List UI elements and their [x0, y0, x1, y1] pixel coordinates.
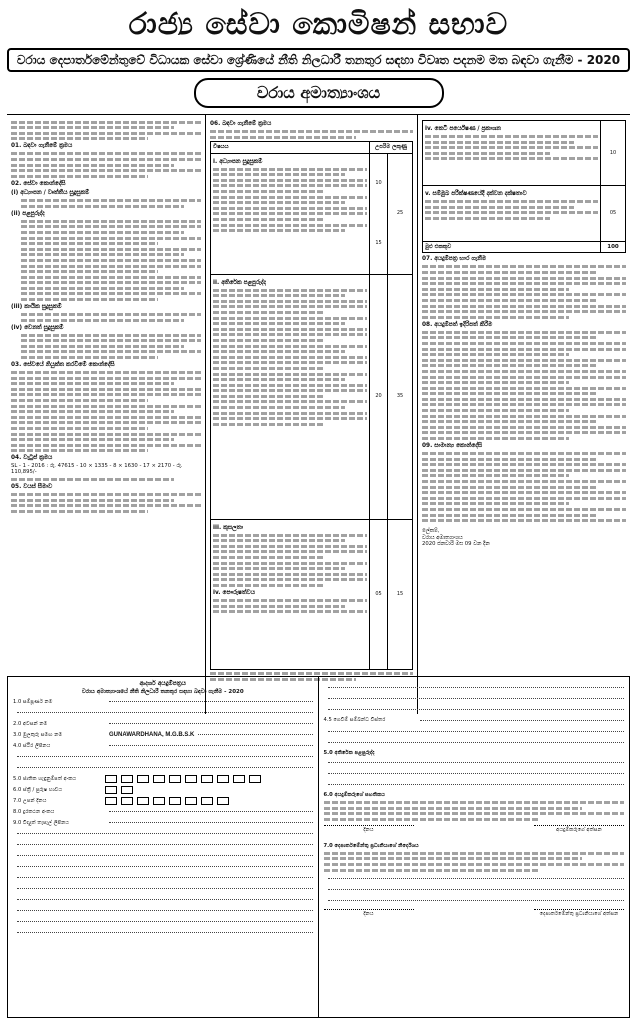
notice-date: 2020 ජනවාරි මස 09 වන දින [422, 540, 490, 547]
form-field[interactable] [324, 683, 625, 692]
form-field[interactable] [13, 752, 313, 761]
form-subheading: වරාය අමාත්‍යාංශයේ නීති නිලධාරී තනතුර සඳහා බඳවා ගැනීම - 2020 [81, 689, 244, 696]
form-field[interactable] [13, 895, 313, 904]
field-label: 9.0 විද්‍යුත් තැපැල් ලිපිනය [13, 819, 70, 826]
notice-body [7, 114, 630, 714]
nic-box[interactable] [217, 775, 229, 783]
nic-box[interactable] [233, 775, 245, 783]
form-field[interactable] [13, 730, 313, 739]
table-row [211, 519, 412, 669]
section-heading: 03. සේවයේ නියුක්ත කරවීමේ කොන්දේසි [11, 362, 115, 369]
salary-scale: SL - 1 - 2016 : රු. 47615 - 10 × 1335 - 8 × 1630 - 17 × 2170 - රු. 110,895/- [11, 462, 183, 476]
gender-box[interactable] [105, 786, 117, 794]
form-field[interactable] [324, 716, 625, 725]
form-field[interactable] [13, 763, 313, 772]
date-box[interactable] [105, 797, 117, 805]
th-marks: උපරිම ලකුණු [375, 144, 407, 151]
form-field[interactable] [13, 774, 313, 783]
section-heading: 04. වැටුප් ක්‍රමය [11, 455, 53, 462]
table-row [423, 185, 625, 241]
table-row [211, 274, 412, 519]
date-box[interactable] [137, 797, 149, 805]
form-field[interactable] [13, 884, 313, 893]
row-label: v. සම්මුඛ පරීක්ෂණයේදී දක්වන දක්ෂතාව [425, 191, 527, 197]
head-signature[interactable]: දෙපාර්තමේන්තු ප්‍රධානියාගේ අත්සන [534, 909, 624, 917]
row-total: 25 [396, 210, 404, 217]
row-label: iii. කුසලතා [213, 524, 244, 531]
nic-box[interactable] [201, 775, 213, 783]
form-field[interactable] [13, 862, 313, 871]
header [7, 6, 630, 108]
form-field[interactable] [324, 705, 625, 714]
section-heading: 05. වයස් සීමාව [11, 484, 53, 491]
section-heading: 02. සේවා කොන්දේසි [11, 180, 66, 187]
column-right [418, 115, 630, 714]
form-field[interactable] [13, 917, 313, 926]
row-total: 15 [396, 590, 404, 597]
form-section-heading: 7.0 දෙපාර්තමේන්තු ප්‍රධානියාගේ නිර්දේශය [323, 842, 419, 849]
form-field[interactable] [13, 840, 313, 849]
total-row [423, 241, 625, 252]
table-row [211, 154, 412, 274]
form-field[interactable] [324, 769, 625, 778]
section-heading: 07. අයදුම්පත්‍ර භාර ගැනීම [422, 256, 487, 263]
gender-box[interactable] [121, 786, 133, 794]
form-field[interactable] [13, 697, 313, 706]
nic-box[interactable] [185, 775, 197, 783]
section-heading: 08. අයදුම්පත් ඉදිරිපත් කිරීම [422, 321, 493, 328]
row-label: iv. පෞරුෂත්වය [213, 589, 255, 596]
column-middle [206, 115, 418, 714]
date-label: දිනය [324, 909, 414, 917]
page-title: රාජ්‍ය සේවා කොමිෂන් සභාව [128, 7, 509, 42]
total-value: 100 [607, 244, 619, 250]
ministry-badge: වරාය අමාත්‍යාංශය [194, 78, 444, 108]
form-field[interactable] [13, 719, 313, 728]
application-form [7, 676, 630, 1018]
nic-box[interactable] [153, 775, 165, 783]
signature-row [324, 825, 625, 833]
applicant-signature[interactable]: අයදුම්කරුගේ අත්සන [534, 825, 624, 833]
nic-box[interactable] [105, 775, 117, 783]
row-label: i. අධ්‍යාපන සුදුසුකම් [213, 158, 263, 165]
signatory-org: වරාය අමාත්‍යාංශය [422, 534, 463, 541]
form-field[interactable] [324, 896, 625, 905]
field-label: 8.0 දුරකථන අංකය [13, 808, 55, 815]
form-heading: ආදර්ශ අයදුම්පත්‍රය [139, 680, 186, 687]
field-label: 3.0 මුලකුරු සමඟ නම [13, 731, 63, 738]
sub-heading: (ii) පළපුරුද්ද [11, 210, 45, 217]
sub-heading: (i) අධ්‍යාපන / වෘත්තීය සුදුසුකම් [11, 190, 90, 197]
row-label: ii. අතිරේක පළපුරුද්ද [213, 279, 266, 286]
field-label: 4.0 ස්ථිර ලිපිනය [13, 742, 51, 749]
section-heading: 09. සාමාන්‍ය කොන්දේසි [422, 443, 483, 450]
nic-box[interactable] [249, 775, 261, 783]
field-label: 7.0 උපන් දිනය [13, 797, 47, 804]
field-label: 5.0 ජාතික හැඳුනුම්පත් අංකය [13, 775, 77, 782]
form-field[interactable] [13, 829, 313, 838]
form-field[interactable] [13, 741, 313, 750]
form-field[interactable] [13, 807, 313, 816]
form-field[interactable] [324, 758, 625, 767]
form-field[interactable] [324, 738, 625, 747]
form-field[interactable] [324, 780, 625, 789]
form-left [8, 677, 319, 1017]
form-field[interactable] [13, 708, 313, 717]
row-mark: 10 [609, 149, 617, 156]
row-mark: 05 [375, 590, 382, 597]
row-mark: 10 [375, 180, 382, 187]
th-subject: විෂයය [211, 142, 370, 152]
field-label: 4.5 ගෙවීම් සම්බන්ධ විස්තර [323, 717, 386, 724]
form-field[interactable] [324, 874, 625, 883]
section-heading: 06. බඳවා ගැනීමේ ක්‍රමය [210, 121, 272, 127]
table-row [423, 121, 625, 185]
sub-heading: (iv) වෙනත් සුදුසුකම් [11, 324, 64, 331]
form-right [319, 677, 630, 1017]
row-mark: 15 [375, 240, 382, 247]
nic-box[interactable] [169, 775, 181, 783]
form-field[interactable] [13, 928, 313, 937]
sample-name: GUNAWARDHANA, M.G.B.S.K [109, 731, 195, 738]
form-field[interactable] [324, 727, 625, 736]
total-label: මුළු එකතුව [423, 242, 601, 252]
date-box[interactable] [185, 797, 197, 805]
date-box[interactable] [153, 797, 165, 805]
row-label: iv. කෙටි පර්යේෂණ / ප්‍රකාශන [425, 126, 501, 132]
nic-box[interactable] [121, 775, 133, 783]
row-mark: 20 [375, 393, 382, 400]
date-box[interactable] [169, 797, 181, 805]
date-box[interactable] [121, 797, 133, 805]
form-field[interactable] [13, 785, 313, 794]
date-label: දිනය [324, 825, 414, 833]
form-field[interactable] [324, 885, 625, 894]
section-heading: 01. බඳවා ගැනීමේ ක්‍රමය [11, 143, 73, 150]
form-field[interactable] [13, 796, 313, 805]
field-label: 6.0 ස්ත්‍රී / පුරුෂ භාවය [13, 786, 63, 793]
signature-row [324, 909, 625, 917]
marking-scheme-table [210, 141, 413, 669]
form-field[interactable] [324, 694, 625, 703]
form-field[interactable] [13, 906, 313, 915]
marking-scheme-table-cont [422, 120, 626, 253]
signature-block [422, 528, 626, 547]
form-field[interactable] [13, 873, 313, 882]
form-field[interactable] [13, 851, 313, 860]
field-label: 1.0 සම්පූර්ණ නම [13, 698, 53, 705]
row-total: 35 [396, 393, 404, 400]
row-mark: 05 [609, 210, 617, 217]
nic-box[interactable] [137, 775, 149, 783]
form-section-heading: 6.0 අයදුම්කරුගේ සහතිකය [323, 792, 386, 799]
table-header [211, 142, 412, 153]
signatory-title: ලේකම්, [422, 528, 440, 535]
date-box[interactable] [201, 797, 213, 805]
form-field[interactable] [13, 818, 313, 827]
field-label: 2.0 අවසන් නම [13, 720, 48, 727]
date-box[interactable] [217, 797, 229, 805]
form-section-heading: 5.0 අතිරේක පළපුරුද්ද [323, 750, 375, 756]
column-left [7, 115, 206, 714]
notice-banner: වරාය දෙපාර්තමේන්තුවේ විධායක සේවා ශ්‍රේණියේ නීති නිලධාරී තනතුර සඳහා විවෘත පදනම මත බඳවා ගැනීම - 2020 [7, 48, 630, 72]
sub-heading: (iii) කායික සුදුසුකම් [11, 304, 62, 311]
